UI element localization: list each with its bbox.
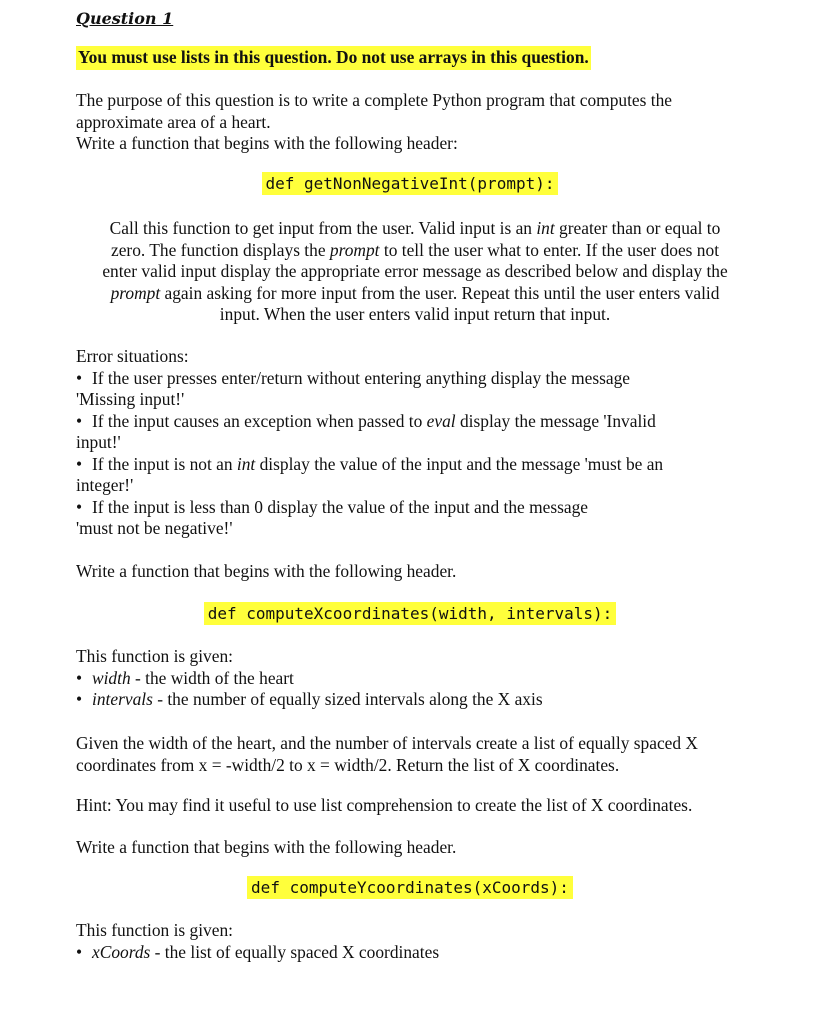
desc-line-5: input. When the user enters valid input return that input. — [219, 304, 611, 324]
bullet-icon: • — [76, 496, 83, 517]
lists-requirement-banner: You must use lists in this question. Do not use arrays in this question. — [76, 46, 591, 70]
error-situations — [76, 346, 776, 540]
intro-paragraph — [76, 90, 776, 155]
header-2-row — [0, 603, 820, 625]
function-header-computexcoordinates: def computeXcoordinates(width, intervals): — [204, 602, 617, 625]
function-header-computeycoordinates: def computeYcoordinates(xCoords): — [247, 876, 573, 899]
bullet-icon: • — [76, 689, 83, 709]
bullet-icon: • — [76, 667, 83, 688]
error-item-negative-cont: 'must not be negative!' — [76, 518, 233, 538]
intro-line-3: Write a function that begins with the following header: — [76, 133, 458, 153]
para3-line-2: coordinates from x = -width/2 to x = width/2. Return the list of X coordinates. — [76, 754, 620, 775]
x-coordinates-paragraph — [76, 733, 776, 776]
para3-line-1: Given the width of the heart, and the number of intervals create a list of equally spaced X — [76, 733, 698, 753]
error-item-negative: • If the input is less than 0 display the value of the input and the message — [76, 496, 589, 517]
error-item-invalid-cont: input!' — [76, 432, 121, 452]
header-1-row — [0, 173, 820, 195]
question-title: Question 1 — [76, 9, 174, 28]
bullet-icon: • — [76, 410, 83, 431]
header-3-row — [0, 877, 820, 899]
function-header-getnonnegativeint: def getNonNegativeInt(prompt): — [262, 172, 559, 195]
intro-line-2: approximate area of a heart. — [76, 111, 271, 132]
error-item-missing-cont: 'Missing input!' — [76, 389, 185, 409]
given3-xcoords: • xCoords - the list of equally spaced X coordinates — [76, 941, 440, 962]
desc-line-3: enter valid input display the appropriate error message as described below and display the — [102, 261, 728, 281]
hint-text: Hint: You may find it useful to use list comprehension to create the list of X coordinates. — [76, 795, 693, 815]
getnonnegativeint-description — [70, 218, 760, 326]
bullet-icon: • — [76, 941, 83, 962]
error-item-integer-cont: integer!' — [76, 475, 134, 495]
given-width: • width - the width of the heart — [76, 667, 294, 688]
given-intervals: • intervals - the number of equally sized intervals along the X axis — [76, 689, 543, 709]
desc-line-1: Call this function to get input from the user. Valid input is an int greater than or equal to — [109, 218, 721, 238]
write-function-3: Write a function that begins with the following header. — [76, 837, 457, 857]
write-function-2: Write a function that begins with the following header. — [76, 561, 457, 581]
given3-heading: This function is given: — [76, 920, 233, 940]
error-item-invalid: • If the input causes an exception when passed to eval display the message 'Invalid — [76, 410, 656, 431]
computey-given — [76, 920, 776, 963]
computex-given — [76, 646, 776, 711]
desc-line-2: zero. The function displays the prompt to tell the user what to enter. If the user does not — [110, 239, 720, 260]
error-heading: Error situations: — [76, 346, 189, 366]
bullet-icon: • — [76, 367, 83, 388]
error-item-integer: • If the input is not an int display the value of the input and the message 'must be an — [76, 453, 664, 474]
desc-line-4: prompt again asking for more input from the user. Repeat this until the user enters valid — [110, 282, 720, 303]
bullet-icon: • — [76, 453, 83, 474]
intro-line-1: The purpose of this question is to write a complete Python program that computes the — [76, 90, 672, 110]
given-heading: This function is given: — [76, 646, 233, 666]
error-item-missing: • If the user presses enter/return without entering anything display the message — [76, 367, 630, 388]
